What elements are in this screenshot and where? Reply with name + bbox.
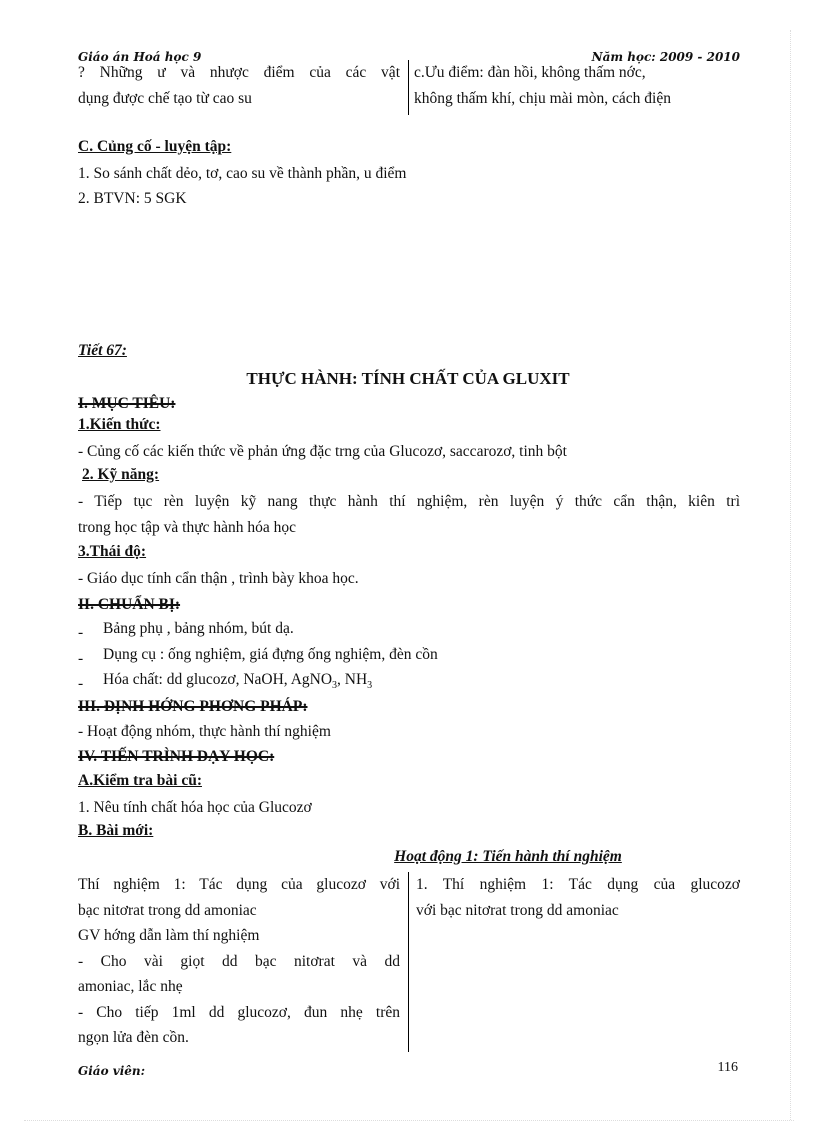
header-left: Giáo án Hoá học 9 xyxy=(78,50,202,64)
top-table-left: ? Những ư và nhược điểm của các vật dụng được chế tạo từ cao su xyxy=(78,64,400,107)
lesson-title: THỰC HÀNH: TÍNH CHẤT CỦA GLUXIT xyxy=(246,369,570,388)
activity-heading: Hoạt động 1: Tiến hành thí nghiệm xyxy=(394,848,622,865)
knowledge-text: - Củng cố các kiến thức về phản ứng đặc trng của Glucozơ, saccarozơ, tinh bột xyxy=(78,443,567,460)
section-c-line: 1. So sánh chất dẻo, tơ, cao su về thành phần, u điểm xyxy=(78,165,407,182)
skills-heading: 2. Kỹ năng: xyxy=(82,466,160,483)
section-c-heading: C. Củng cố - luyện tập: xyxy=(78,138,232,155)
check-text: 1. Nêu tính chất hóa học của Glucozơ xyxy=(78,799,312,816)
attitude-heading: 3.Thái độ: xyxy=(78,543,147,560)
prep-chemicals: Hóa chất: dd glucozơ, NaOH, AgNO$_3$, $NH_3$ xyxy=(103,671,373,692)
top-table-right: c.Ưu điểm: đàn hồi, không thấm nớc, không thấm khí, chịu mài mòn, cách điện xyxy=(414,64,671,107)
period-label: Tiết 67: xyxy=(78,342,127,359)
page-number: 116 xyxy=(717,1060,738,1075)
header-right: Năm học: 2009 - 2010 xyxy=(591,50,740,64)
table-divider-activity xyxy=(408,872,409,1052)
bullet-dash: - xyxy=(78,675,84,692)
objectives-heading: I. MỤC TIÊU: xyxy=(78,395,176,412)
bullet-dash: - xyxy=(78,650,84,667)
knowledge-heading: 1.Kiến thức: xyxy=(78,416,161,433)
footer-teacher-label: Giáo viên: xyxy=(78,1064,146,1078)
bullet-dash: - xyxy=(78,624,84,641)
section-c-line: 2. BTVN: 5 SGK xyxy=(78,190,187,207)
process-heading: IV. TIẾN TRÌNH DẠY HỌC: xyxy=(78,748,275,765)
prep-heading: II. CHUẨN BỊ: xyxy=(78,596,181,613)
page-border-right xyxy=(790,30,791,1120)
prep-item: Dụng cụ : ống nghiệm, giá đựng ống nghiệm, đèn cồn xyxy=(103,646,438,663)
attitude-text: - Giáo dục tính cẩn thận , trình bày khoa học. xyxy=(78,570,359,587)
activity-right-column: 1. Thí nghiệm 1: Tác dụng của glucozơ với bạc nitơrat trong dd amoniac xyxy=(416,876,740,919)
table-divider-top xyxy=(408,60,409,115)
skills-text: - Tiếp tục rèn luyện kỹ nang thực hành thí nghiệm, rèn luyện ý thức cẩn thận, kiên trì xyxy=(78,493,740,510)
new-lesson-heading: B. Bài mới: xyxy=(78,822,154,839)
check-heading: A.Kiểm tra bài cũ: xyxy=(78,772,202,789)
skills-text: trong học tập và thực hành hóa học xyxy=(78,519,297,536)
prep-item: Bảng phụ , bảng nhóm, bút dạ. xyxy=(103,620,294,637)
page-border-bottom xyxy=(24,1120,794,1121)
activity-left-column: Thí nghiệm 1: Tác dụng của glucozơ với bạc nitơrat trong dd amoniac GV hớng dẫn làm thí nghiệm - Cho vài giọt dd bạc nitơrat và dd amoniac, lắc nhẹ - Cho tiếp 1ml dd glucozơ, đun nhẹ trên ngọn lửa đèn cồn. xyxy=(78,876,400,1046)
method-text: - Hoạt động nhóm, thực hành thí nghiệm xyxy=(78,723,331,740)
method-heading: III. ĐỊNH HỚNG PHƠNG PHÁP: xyxy=(78,698,308,715)
